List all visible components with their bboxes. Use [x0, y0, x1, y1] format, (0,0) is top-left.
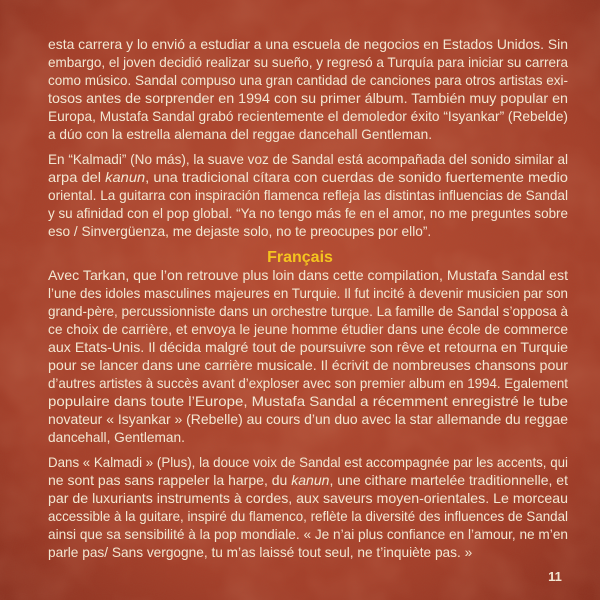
spanish-paragraph-1-line-4: tosos antes de sorprender en 1994 con su primer álbum. También muy popular en — [48, 90, 568, 106]
spanish-paragraph-2-line-5: eso / Sinvergüenza, me dejaste solo, no te preocupes por ello”. — [48, 223, 432, 239]
french-paragraph-1-line-8: populaire dans toute l’Europe, Mustafa Sandal a récemment enregistré le tube — [48, 393, 569, 409]
french-paragraph-2-line-2 — [48, 472, 568, 488]
spanish-paragraph-2-line-4: y su afinidad con el pop global. “Ya no tengo más fe en el amor, no me preguntes sobre — [48, 205, 569, 221]
spanish-paragraph-1-line-2: embargo, el joven decidió realizar su sueño, y regresó a Turquía para iniciar su carrera — [48, 54, 569, 70]
text-segment: , une cithare martelée traditionnelle, et — [329, 472, 568, 488]
spanish-paragraph-1-line-3: como músico. Sandal compuso una gran cantidad de canciones para otros artistas exi- — [48, 72, 569, 88]
page-number: 11 — [548, 569, 562, 584]
spanish-paragraph-2-line-3: oriental. La guitarra con inspiración flamenca refleja las distintas influencias de Sandal — [48, 187, 568, 203]
french-paragraph-2-line-6: parle pas/ Sans vergogne, tu m’as laissé tout seul, ne t’inquiète pas. » — [48, 544, 473, 560]
french-paragraph-1-line-3: grand-père, percussionniste dans un orchestre turque. La famille de Sandal s’opposa à — [48, 303, 569, 319]
spanish-paragraph-1-line-6: a dúo con la estrella alemana del reggae dancehall Gentleman. — [48, 126, 432, 142]
spanish-paragraph-2-line-2 — [48, 169, 568, 185]
italic-term-kanun: kanun — [105, 169, 144, 185]
french-paragraph-1-line-4: ce choix de carrière, et envoya le jeune homme étudier dans une école de commerce — [48, 321, 569, 337]
french-paragraph-2-line-1: Dans « Kalmadi » (Plus), la douce voix de Sandal est accompagnée par les accents, qui — [48, 454, 568, 470]
section-heading-francais: Français — [267, 249, 333, 266]
french-paragraph-1-line-7: d’autres artistes à succès avant d’exploser avec son premier album en 1994. Egalement — [48, 375, 569, 391]
french-paragraph-2-line-5: ainsi que sa sensibilité à la pop mondiale. « Je n’ai plus confiance en l’amour, ne m’en — [48, 526, 568, 542]
french-paragraph-2-line-4: accessible à la guitare, inspiré du flamenco, reflète la diversité des influences de Sandal — [48, 508, 568, 524]
french-paragraph-1-line-10: dancehall, Gentleman. — [48, 429, 185, 445]
french-section — [48, 267, 568, 560]
french-paragraph-1-line-1: Avec Tarkan, que l’on retrouve plus loin dans cette compilation, Mustafa Sandal est — [48, 267, 569, 283]
text-segment: , una tradicional cítara con cuerdas de sonido fuertemente medio — [145, 169, 549, 185]
spanish-paragraph-1-line-1: esta carrera y lo envió a estudiar a una escuela de negocios en Estados Unidos. Sin — [48, 36, 568, 52]
text-segment: ne sont pas sans rappeler la harpe, du — [48, 472, 291, 488]
french-paragraph-1-line-9: novateur « Isyankar » (Rebelle) au cours d’un duo avec la star allemande du reggae — [48, 411, 569, 427]
italic-term-kanun: kanun — [291, 472, 330, 488]
french-paragraph-1-line-6: pour se lancer dans une carrière musicale. Il écrivit de nombreuses chansons pour — [48, 357, 569, 373]
french-paragraph-2-line-3: par de luxuriants instruments à cordes, aux saveurs moyen-orientales. Le morceau — [48, 490, 568, 506]
spanish-paragraph-1-line-5: Europa, Mustafa Sandal grabó recientemente el demoledor éxito “Isyankar” (Rebelde) — [48, 108, 568, 124]
french-paragraph-1-line-5: aux Etats-Unis. Il décida malgré tout de poursuivre son rêve et retourna en Turquie — [48, 339, 569, 355]
french-paragraph-1-line-2: l’une des idoles masculines majeures en Turquie. Il fut incité à devenir musicien par son — [48, 285, 568, 301]
text-segment: arpa del — [48, 169, 103, 185]
spanish-paragraph-2-line-1: En “Kalmadi” (No más), la suave voz de Sandal está acompañada del sonido similar al — [48, 151, 568, 167]
